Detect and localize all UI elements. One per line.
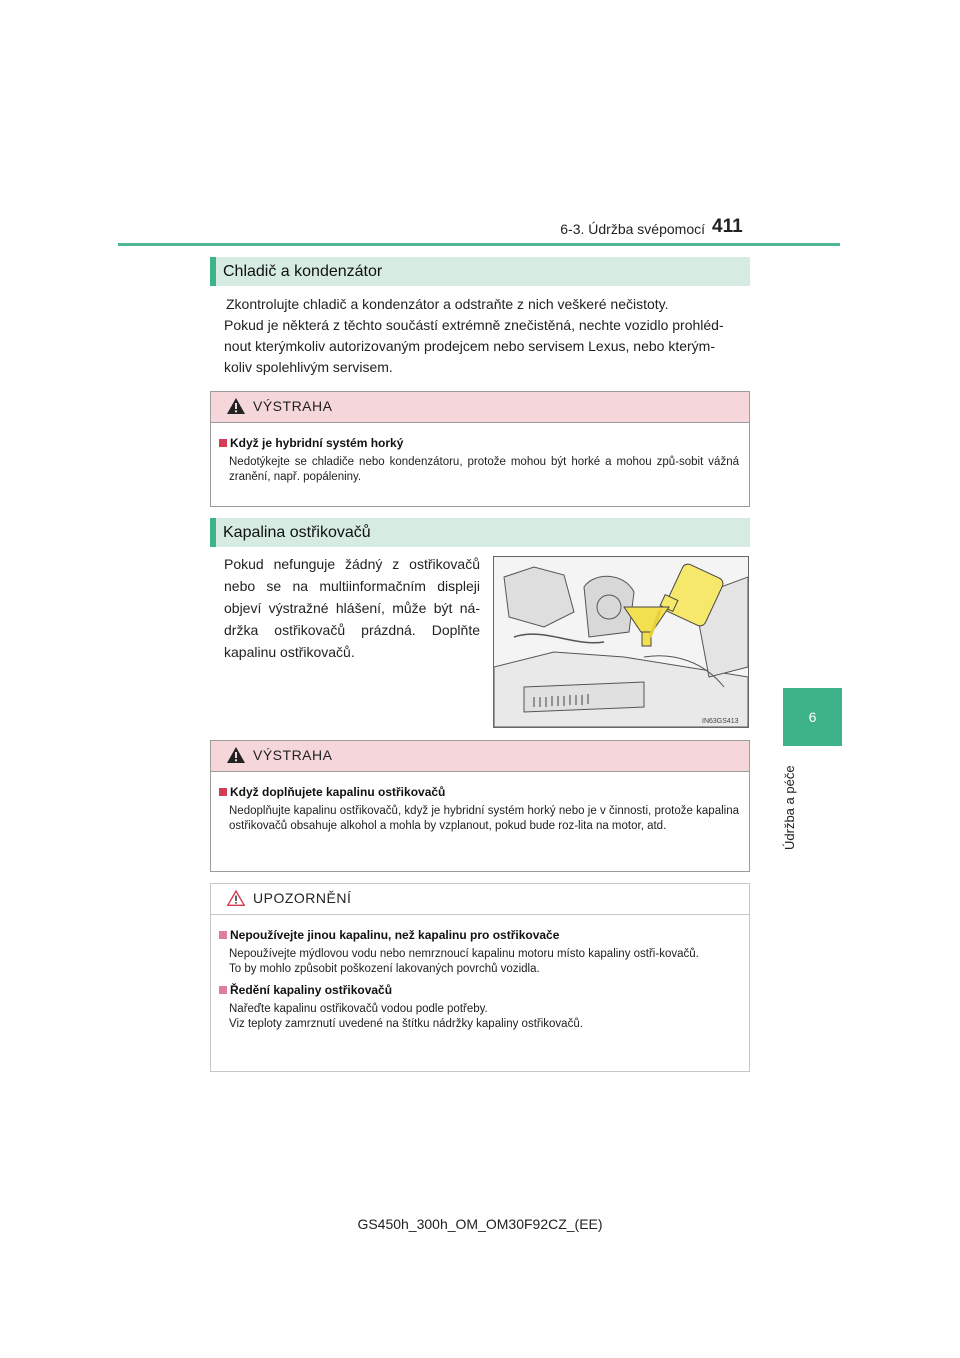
notice-item-text: Nepoužívejte mýdlovou vodu nebo nemrznoucí kapalinu motoru místo kapaliny ostři-kovačů. <box>229 948 699 960</box>
paragraph-line: nebo se na multiinformačním displeji <box>224 578 480 594</box>
section-title-radiator: Chladič a kondenzátor <box>210 257 750 286</box>
page-number: 411 <box>712 216 743 237</box>
notice-box <box>210 883 750 1072</box>
notice-box-body <box>211 915 749 1044</box>
chapter-label <box>760 760 820 880</box>
warning-label: VÝSTRAHA <box>253 398 333 414</box>
header-rule <box>118 243 840 246</box>
warning-box-hot-system <box>210 391 750 507</box>
notice-box-header <box>211 884 749 915</box>
washer-fluid-refill-illustration <box>494 557 748 727</box>
warning-item-title-text: Když doplňujete kapalinu ostřikovačů <box>230 785 446 799</box>
notice-item-title <box>219 928 739 942</box>
paragraph-line: objeví výstražné hlášení, může být ná- <box>224 600 480 616</box>
notice-item-text: Nařeďte kapalinu ostřikovačů vodou podle potřeby. <box>229 1003 488 1015</box>
warning-item-title <box>219 785 739 799</box>
paragraph-line: Zkontrolujte chladič a kondenzátor a odstraňte z nich veškeré nečistoty. <box>226 296 669 312</box>
notice-item-title-text: Nepoužívejte jinou kapalinu, než kapalinu pro ostřikovače <box>230 928 560 942</box>
warning-box-header <box>211 392 749 423</box>
square-bullet-icon <box>219 931 227 939</box>
section-washer-paragraph <box>224 553 480 663</box>
chapter-label-text: Údržba a péče <box>782 765 797 850</box>
warning-box-body <box>211 423 749 497</box>
warning-triangle-icon <box>227 747 245 763</box>
warning-item-text: Nedotýkejte se chladiče nebo kondenzátoru, protože mohou být horké a mohou způ-sobit vážná zranění, např. popáleniny. <box>229 456 739 483</box>
warning-item-title <box>219 436 739 450</box>
notice-item-title <box>219 983 739 997</box>
square-bullet-icon <box>219 788 227 796</box>
section-title-washer-fluid: Kapalina ostřikovačů <box>210 518 750 547</box>
notice-item-text: To by mohlo způsobit poškození lakovaných povrchů vozidla. <box>229 963 540 975</box>
notice-item-text: Viz teploty zamrznutí uvedené na štítku nádržky kapaliny ostřikovačů. <box>229 1018 583 1030</box>
chapter-tab <box>783 688 842 746</box>
paragraph-line: nout kterýmkoliv autorizovaným prodejcem nebo servisem Lexus, nebo kterým- <box>224 338 715 354</box>
warning-box-refill <box>210 740 750 872</box>
engine-bay-illustration <box>493 556 749 728</box>
warning-triangle-icon <box>227 398 245 414</box>
header-section-title: 6-3. Údržba svépomocí <box>560 221 705 237</box>
caution-triangle-icon <box>227 890 245 906</box>
warning-label: VÝSTRAHA <box>253 747 333 763</box>
notice-label: UPOZORNĚNÍ <box>253 890 352 906</box>
section-radiator-paragraph <box>224 294 754 378</box>
paragraph-line: Pokud je některá z těchto součástí extrémně znečistěná, nechte vozidlo prohléd- <box>224 317 724 333</box>
warning-item-text: Nedoplňujte kapalinu ostřikovačů, když je hybridní systém horký nebo je v činnosti, protože kapalina ostřikovačů obsahuje alkohol a mohla by vzplanout, pokud bude roz-lita na motor, atd. <box>229 805 739 832</box>
footer-document-code: GS450h_300h_OM_OM30F92CZ_(EE) <box>357 1216 603 1232</box>
paragraph-line: držka ostřikovačů prázdná. Doplňte <box>224 622 480 638</box>
paragraph-line: Pokud nefunguje žádný z ostřikovačů <box>224 556 480 572</box>
chapter-number: 6 <box>808 709 817 725</box>
illustration-code: IN63GS413 <box>702 718 739 725</box>
warning-box-header <box>211 741 749 772</box>
paragraph-line: koliv spolehlivým servisem. <box>224 359 393 375</box>
warning-item-title-text: Když je hybridní systém horký <box>230 436 404 450</box>
notice-item-title-text: Ředění kapaliny ostřikovačů <box>230 983 393 997</box>
square-bullet-icon <box>219 986 227 994</box>
square-bullet-icon <box>219 439 227 447</box>
warning-box-body <box>211 772 749 846</box>
paragraph-line: kapalinu ostřikovačů. <box>224 644 355 660</box>
